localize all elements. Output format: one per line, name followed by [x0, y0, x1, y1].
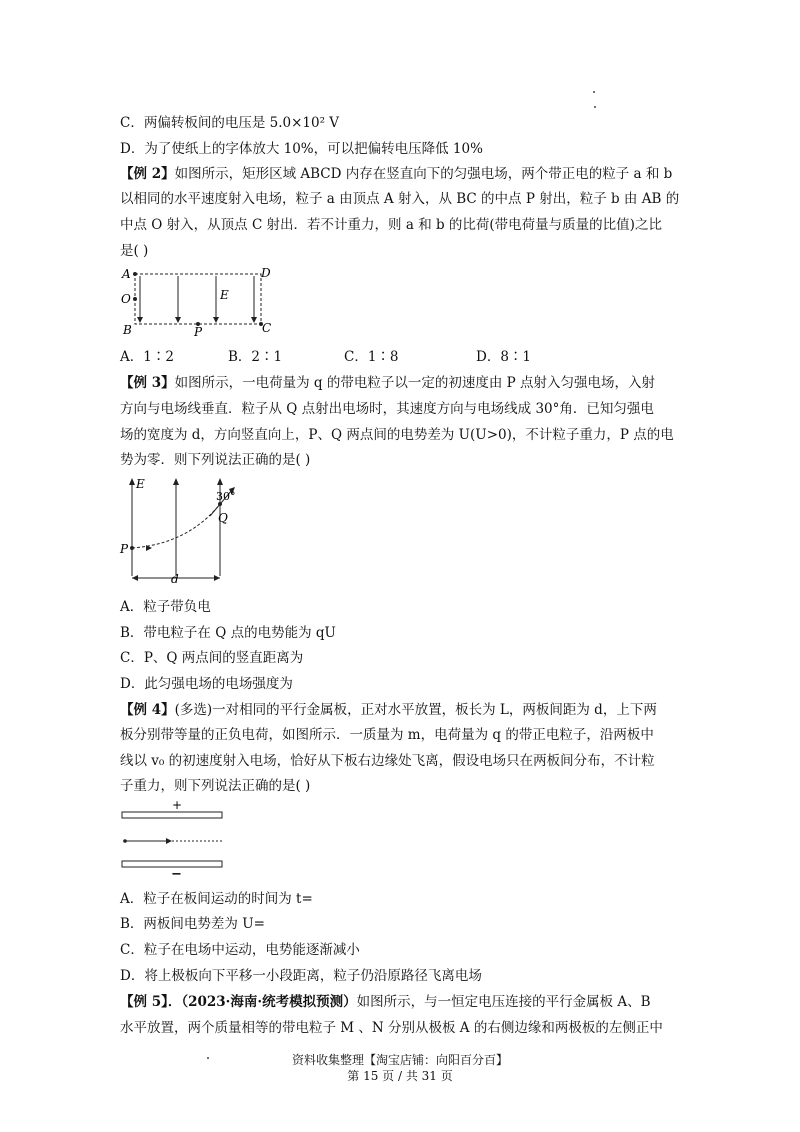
- example-2-line-4: 是( ): [120, 243, 149, 259]
- label-b: B: [123, 323, 132, 337]
- example-2-line-1: [120, 164, 672, 184]
- example-4-line-2: 板分别带等量的正负电荷，如图所示．一质量为 m，电荷量为 q 的带正电粒子，沿两板中: [120, 727, 654, 743]
- figure-example-3: [118, 476, 253, 586]
- label-o: O: [121, 292, 131, 306]
- example-3-option-c: C．P、Q 两点间的竖直距离为: [120, 650, 304, 666]
- label-d: D: [261, 266, 271, 280]
- example-2-option-b: B．2∶1: [228, 349, 283, 365]
- example-2-option-c: C．1∶8: [344, 349, 399, 365]
- example-5-tag: 【例 5】．（2023·海南·统考模拟预测）: [120, 994, 357, 1010]
- footer-page-number: 第 15 页 / 共 31 页: [347, 1069, 453, 1083]
- option-c-prev: C．两偏转板间的电压是 5.0×10² V: [120, 115, 340, 131]
- label-a: A: [122, 267, 131, 281]
- stray-dot: [593, 91, 595, 93]
- example-4-option-c: C．粒子在电场中运动，电势能逐渐减小: [120, 942, 360, 958]
- example-2-line-3: 中点 O 射入，从顶点 C 射出．若不计重力，则 a 和 b 的比荷(带电荷量与质量的比值)之比: [120, 217, 662, 233]
- example-3-line-3: 场的宽度为 d，方向竖直向上，P、Q 两点间的电势差为 U(U>0)，不计粒子重力，P 点的电: [120, 427, 674, 443]
- label-e: E: [220, 288, 229, 302]
- example-3-text: 如图所示，一电荷量为 q 的带电粒子以一定的初速度由 P 点射入匀强电场，入射: [174, 375, 655, 391]
- label-p: P: [194, 325, 203, 339]
- example-4-text: (多选)一对相同的平行金属板，正对水平放置，板长为 L，两板间距为 d，上下两: [174, 702, 657, 718]
- example-5-line-1: [120, 992, 651, 1012]
- example-3-option-d: D．此匀强电场的电场强度为: [120, 676, 293, 692]
- example-2-text: 如图所示，矩形区域 ABCD 内存在竖直向下的匀强电场，两个带正电的粒子 a 和 b: [174, 166, 673, 182]
- label-d: d: [171, 572, 179, 586]
- label-minus: −: [171, 867, 182, 878]
- example-5-text: 如图所示，与一恒定电压连接的平行金属板 A、B: [356, 994, 651, 1010]
- example-4-line-3: 线以 v₀ 的初速度射入电场，恰好从下板右边缘处飞离，假设电场只在两板间分布，不计粒: [120, 753, 655, 769]
- example-3-option-b: B．带电粒子在 Q 点的电势能为 qU: [120, 625, 336, 641]
- label-p: P: [120, 542, 129, 556]
- example-4-option-a: A．粒子在板间运动的时间为 t=: [120, 891, 313, 907]
- example-3-line-2: 方向与电场线垂直．粒子从 Q 点射出电场时，其速度方向与电场线成 30°角．已知匀强电: [120, 401, 654, 417]
- label-plus: +: [172, 798, 183, 812]
- stray-dot: [594, 106, 596, 108]
- example-3-line-1: [120, 373, 655, 393]
- example-2-line-2: 以相同的水平速度射入电场，粒子 a 由顶点 A 射入，从 BC 的中点 P 射出，粒子 b 由 AB 的: [120, 191, 680, 207]
- example-2-option-d: D．8∶1: [476, 349, 532, 365]
- example-4-line-1: [120, 700, 657, 720]
- label-q: Q: [218, 511, 228, 525]
- example-4-line-4: 子重力，则下列说法正确的是( ): [120, 778, 311, 794]
- example-4-tag: 【例 4】: [120, 702, 175, 718]
- option-d-prev: D．为了使纸上的字体放大 10%，可以把偏转电压降低 10%: [120, 141, 483, 157]
- label-e: E: [136, 477, 145, 491]
- example-4-option-d: D．将上极板向下平移一小段距离，粒子仍沿原路径飞离电场: [120, 968, 482, 984]
- figure-example-2: [118, 266, 288, 341]
- example-2-tag: 【例 2】: [120, 166, 175, 182]
- example-3-line-4: 势为零．则下列说法正确的是( ): [120, 452, 311, 468]
- example-2-option-a: A．1∶2: [120, 349, 174, 365]
- label-angle: 30°: [216, 490, 236, 503]
- footer-source: 资料收集整理【淘宝店铺：向阳百分百】: [291, 1053, 508, 1067]
- example-3-option-a: A．粒子带负电: [120, 599, 211, 615]
- example-3-tag: 【例 3】: [120, 375, 175, 391]
- figure-example-4: [118, 798, 228, 878]
- example-5-line-2: 水平放置，两个质量相等的带电粒子 M 、N 分别从极板 A 的右侧边缘和两极板的左侧正中: [120, 1020, 663, 1036]
- label-c: C: [262, 321, 272, 335]
- example-4-option-b: B．两板间电势差为 U=: [120, 916, 265, 932]
